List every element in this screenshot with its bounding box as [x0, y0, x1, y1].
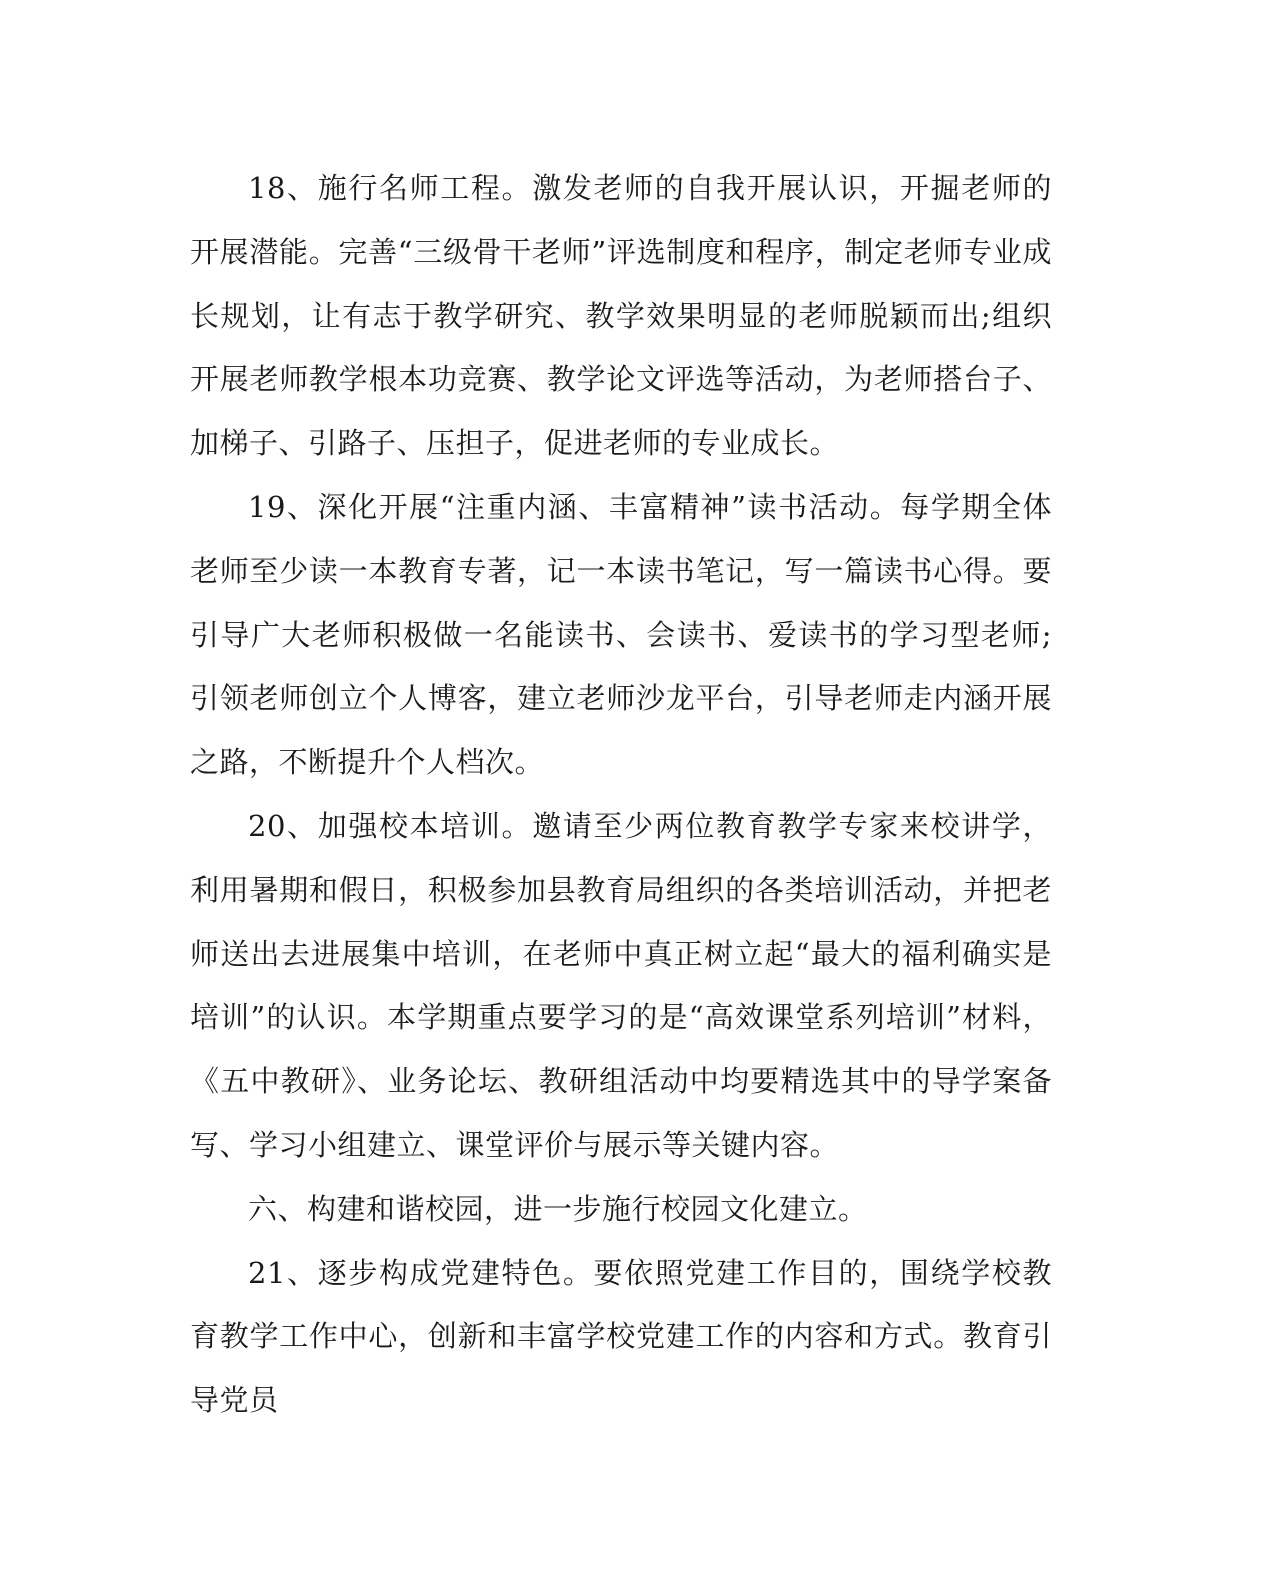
paragraph-item-19: 19、深化开展“注重内涵、丰富精神”读书活动。每学期全体老师至少读一本教育专著，记一本读书笔记，写一篇读书心得。要引导广大老师积极做一名能读书、会读书、爱读书的学习型老师;引领老师创立个人博客，建立老师沙龙平台，引导老师走内涵开展之路，不断提升个人档次。 — [190, 489, 1052, 780]
section-heading-six: 六、构建和谐校园，进一步施行校园文化建立。 — [248, 1191, 868, 1226]
paragraph-item-21: 21、逐步构成党建特色。要依照党建工作目的，围绕学校教育教学工作中心，创新和丰富学校党建工作的内容和方式。教育引导党员 — [190, 1255, 1052, 1418]
paragraph-item-20: 20、加强校本培训。邀请至少两位教育教学专家来校讲学，利用暑期和假日，积极参加县教育局组织的各类培训活动，并把老师送出去进展集中培训，在老师中真正树立起“最大的福利确实是培训”的认识。本学期重点要学习的是“高效课堂系列培训”材料，《五中教研》、业务论坛、教研组活动中均要精选其中的导学案备写、学习小组建立、课堂评价与展示等关键内容。 — [190, 808, 1052, 1162]
document-body — [190, 157, 1052, 1433]
paragraph-item-18: 18、施行名师工程。激发老师的自我开展认识，开掘老师的开展潜能。完善“三级骨干老师”评选制度和程序，制定老师专业成长规划，让有志于教学研究、教学效果明显的老师脱颖而出;组织开展老师教学根本功竞赛、教学论文评选等活动，为老师搭台子、加梯子、引路子、压担子，促进老师的专业成长。 — [190, 171, 1052, 461]
